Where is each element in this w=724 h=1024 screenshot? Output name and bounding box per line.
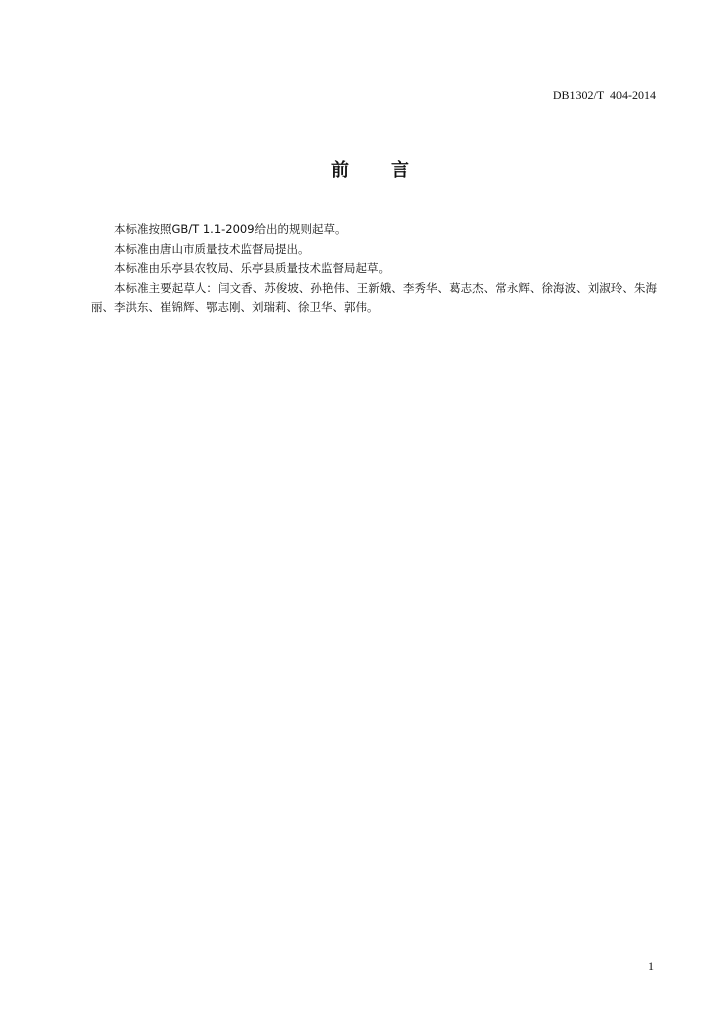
page-title: [0, 156, 724, 182]
page-number: 1: [648, 959, 654, 973]
title-char-2: 言: [391, 160, 409, 181]
paragraph-drafted-by: 本标准由乐亭县农牧局、乐亭县质量技术监督局起草。: [114, 261, 390, 275]
paragraph-proposed-by: 本标准由唐山市质量技术监督局提出。: [114, 241, 310, 256]
document-code: DB1302/T 404-2014: [552, 88, 656, 102]
foreword-body: [91, 220, 657, 318]
title-char-1: 前: [331, 160, 349, 181]
paragraph-drafting-rules: 本标准按照GB/T 1.1-2009给出的规则起草。: [114, 222, 347, 236]
paragraph-main-drafters: 本标准主要起草人：闫文香、苏俊坡、孙艳伟、王新娥、李秀华、葛志杰、常永辉、徐海波、刘淑玲、朱海丽、李洪东、崔锦辉、鄂志刚、刘瑞莉、徐卫华、郭伟。: [91, 280, 657, 314]
